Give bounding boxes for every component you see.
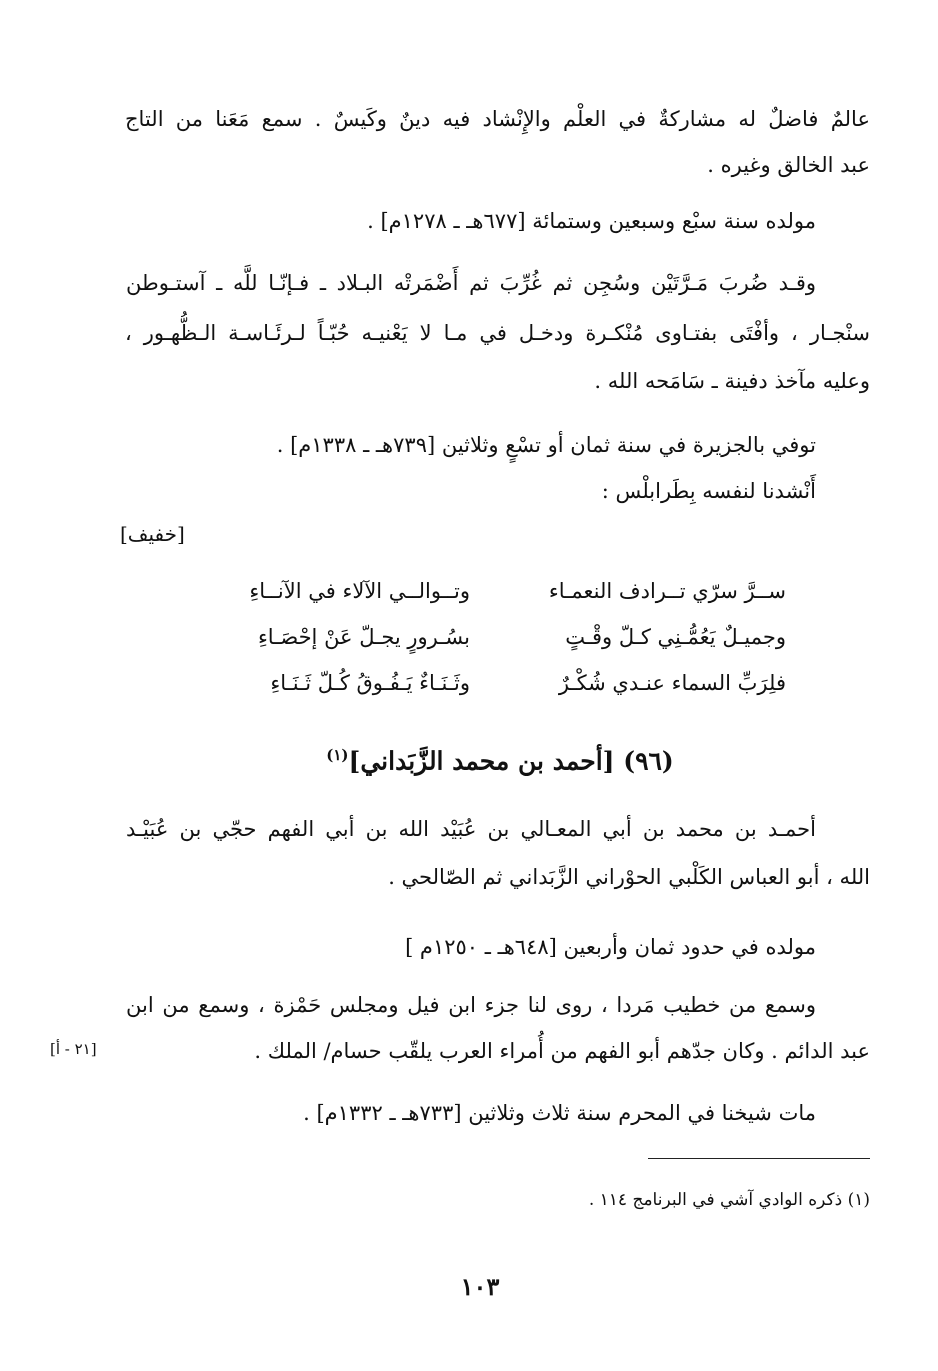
verse-3-first-hemistich: فلِرَبِّ السماء عنـدي شُكْـرٌ [558, 671, 786, 695]
verse-3-second-hemistich: وثَـنَـاءٌ يَـفُـوقُ كُـلّ ثَـنَـاءِ [270, 671, 470, 695]
entry95-recited: أَنْشدنا لنفسه بِطَرابلْس : [601, 479, 816, 503]
manuscript-folio-reference: [٢١ - أ] [50, 1040, 97, 1058]
page-number: ١٠٣ [460, 1272, 500, 1301]
footnote-marker: (١) [326, 746, 349, 764]
entry96-para3-line1: وسمع من خطيب مَردا ، روى لنا جزء ابن فيل ومجلس حَمْزة ، وسمع من ابن [126, 993, 816, 1017]
entry96-para3-line2: عبد الدائم . وكان جدّهم أبو الفهم من أُمراء العرب يلقّب حسام/ الملك . [254, 1039, 870, 1063]
entry96-heading [180, 738, 820, 778]
entry95-para3-line1: وقـد ضُربَ مَـرَّتَيْن وسُجِن ثم غُرِّبَ ثم أَضْمَرتْه البـلاد ـ فـإنّـا للَّه ـ آستـوطن [126, 271, 816, 295]
entry96-para1-line1: أحمـد بن محمد بن أبي المعـالي بن عُبَيْد الله بن أبي الفهم حجّي بن عُبَيْـد [126, 817, 816, 841]
entry96-para1-line2: الله ، أبو العباس الكَلْبي الحوْراني الزَّبَداني ثم الصّالحي . [388, 865, 870, 889]
verse-2-first-hemistich: وجميـلٌ يَعُمُّـنِي كـلّ وقْـتٍ [565, 625, 786, 649]
entry95-para1-line2: عبد الخالق وغيره . [707, 153, 870, 177]
entry96-birth: مولده في حدود ثمان وأربعين [٦٤٨هـ ـ ١٢٥٠م ] [405, 935, 816, 959]
poem-meter-label: [خفيف] [120, 522, 185, 546]
entry95-para1-line1: عالمٌ فاضلٌ له مشاركةٌ في العلْم والإِنْشاد فيه دينٌ وكَيسٌ . سمع مَعَنا من التاج [125, 107, 870, 131]
entry96-death: مات شيخنا في المحرم سنة ثلاث وثلاثين [٧٣٣هـ ـ ١٣٣٢م] . [303, 1101, 816, 1125]
verse-1-second-hemistich: وتــوالــي الآلاء في الآنــاءِ [249, 579, 470, 603]
verse-2-second-hemistich: بسُـرورٍ يجـلّ عَنْ إحْصَـاءِ [257, 625, 470, 649]
entry95-birth: مولده سنة سبْع وسبعين وستمائة [٦٧٧هـ ـ ١٢٧٨م] . [367, 209, 816, 233]
entry96-heading-text: (٩٦) [أحمد بن محمد الزَّبَداني] [348, 746, 674, 776]
entry95-para3-line2: سنْجـار ، وأفْتَى بفتـاوى مُنْكـرة ودخـل في مـا لا يَعْنيـه حُبّـاً لـرئَـاسـة الـظُّهـور ، [125, 321, 870, 345]
entry95-death: توفي بالجزيرة في سنة ثمان أو تسْعٍ وثلاثين [٧٣٩هـ ـ ١٣٣٨م] . [276, 433, 816, 457]
footnote-divider [648, 1158, 870, 1159]
entry95-para3-line3: وعليه مآخذ دفينة ـ سَامَحه الله . [594, 369, 870, 393]
footnote-1: (١) ذكره الوادي آشي في البرنامج ١١٤ . [588, 1190, 870, 1210]
verse-1-first-hemistich: ســرَّ سرّي تــرادف النعمـاء [548, 579, 786, 603]
